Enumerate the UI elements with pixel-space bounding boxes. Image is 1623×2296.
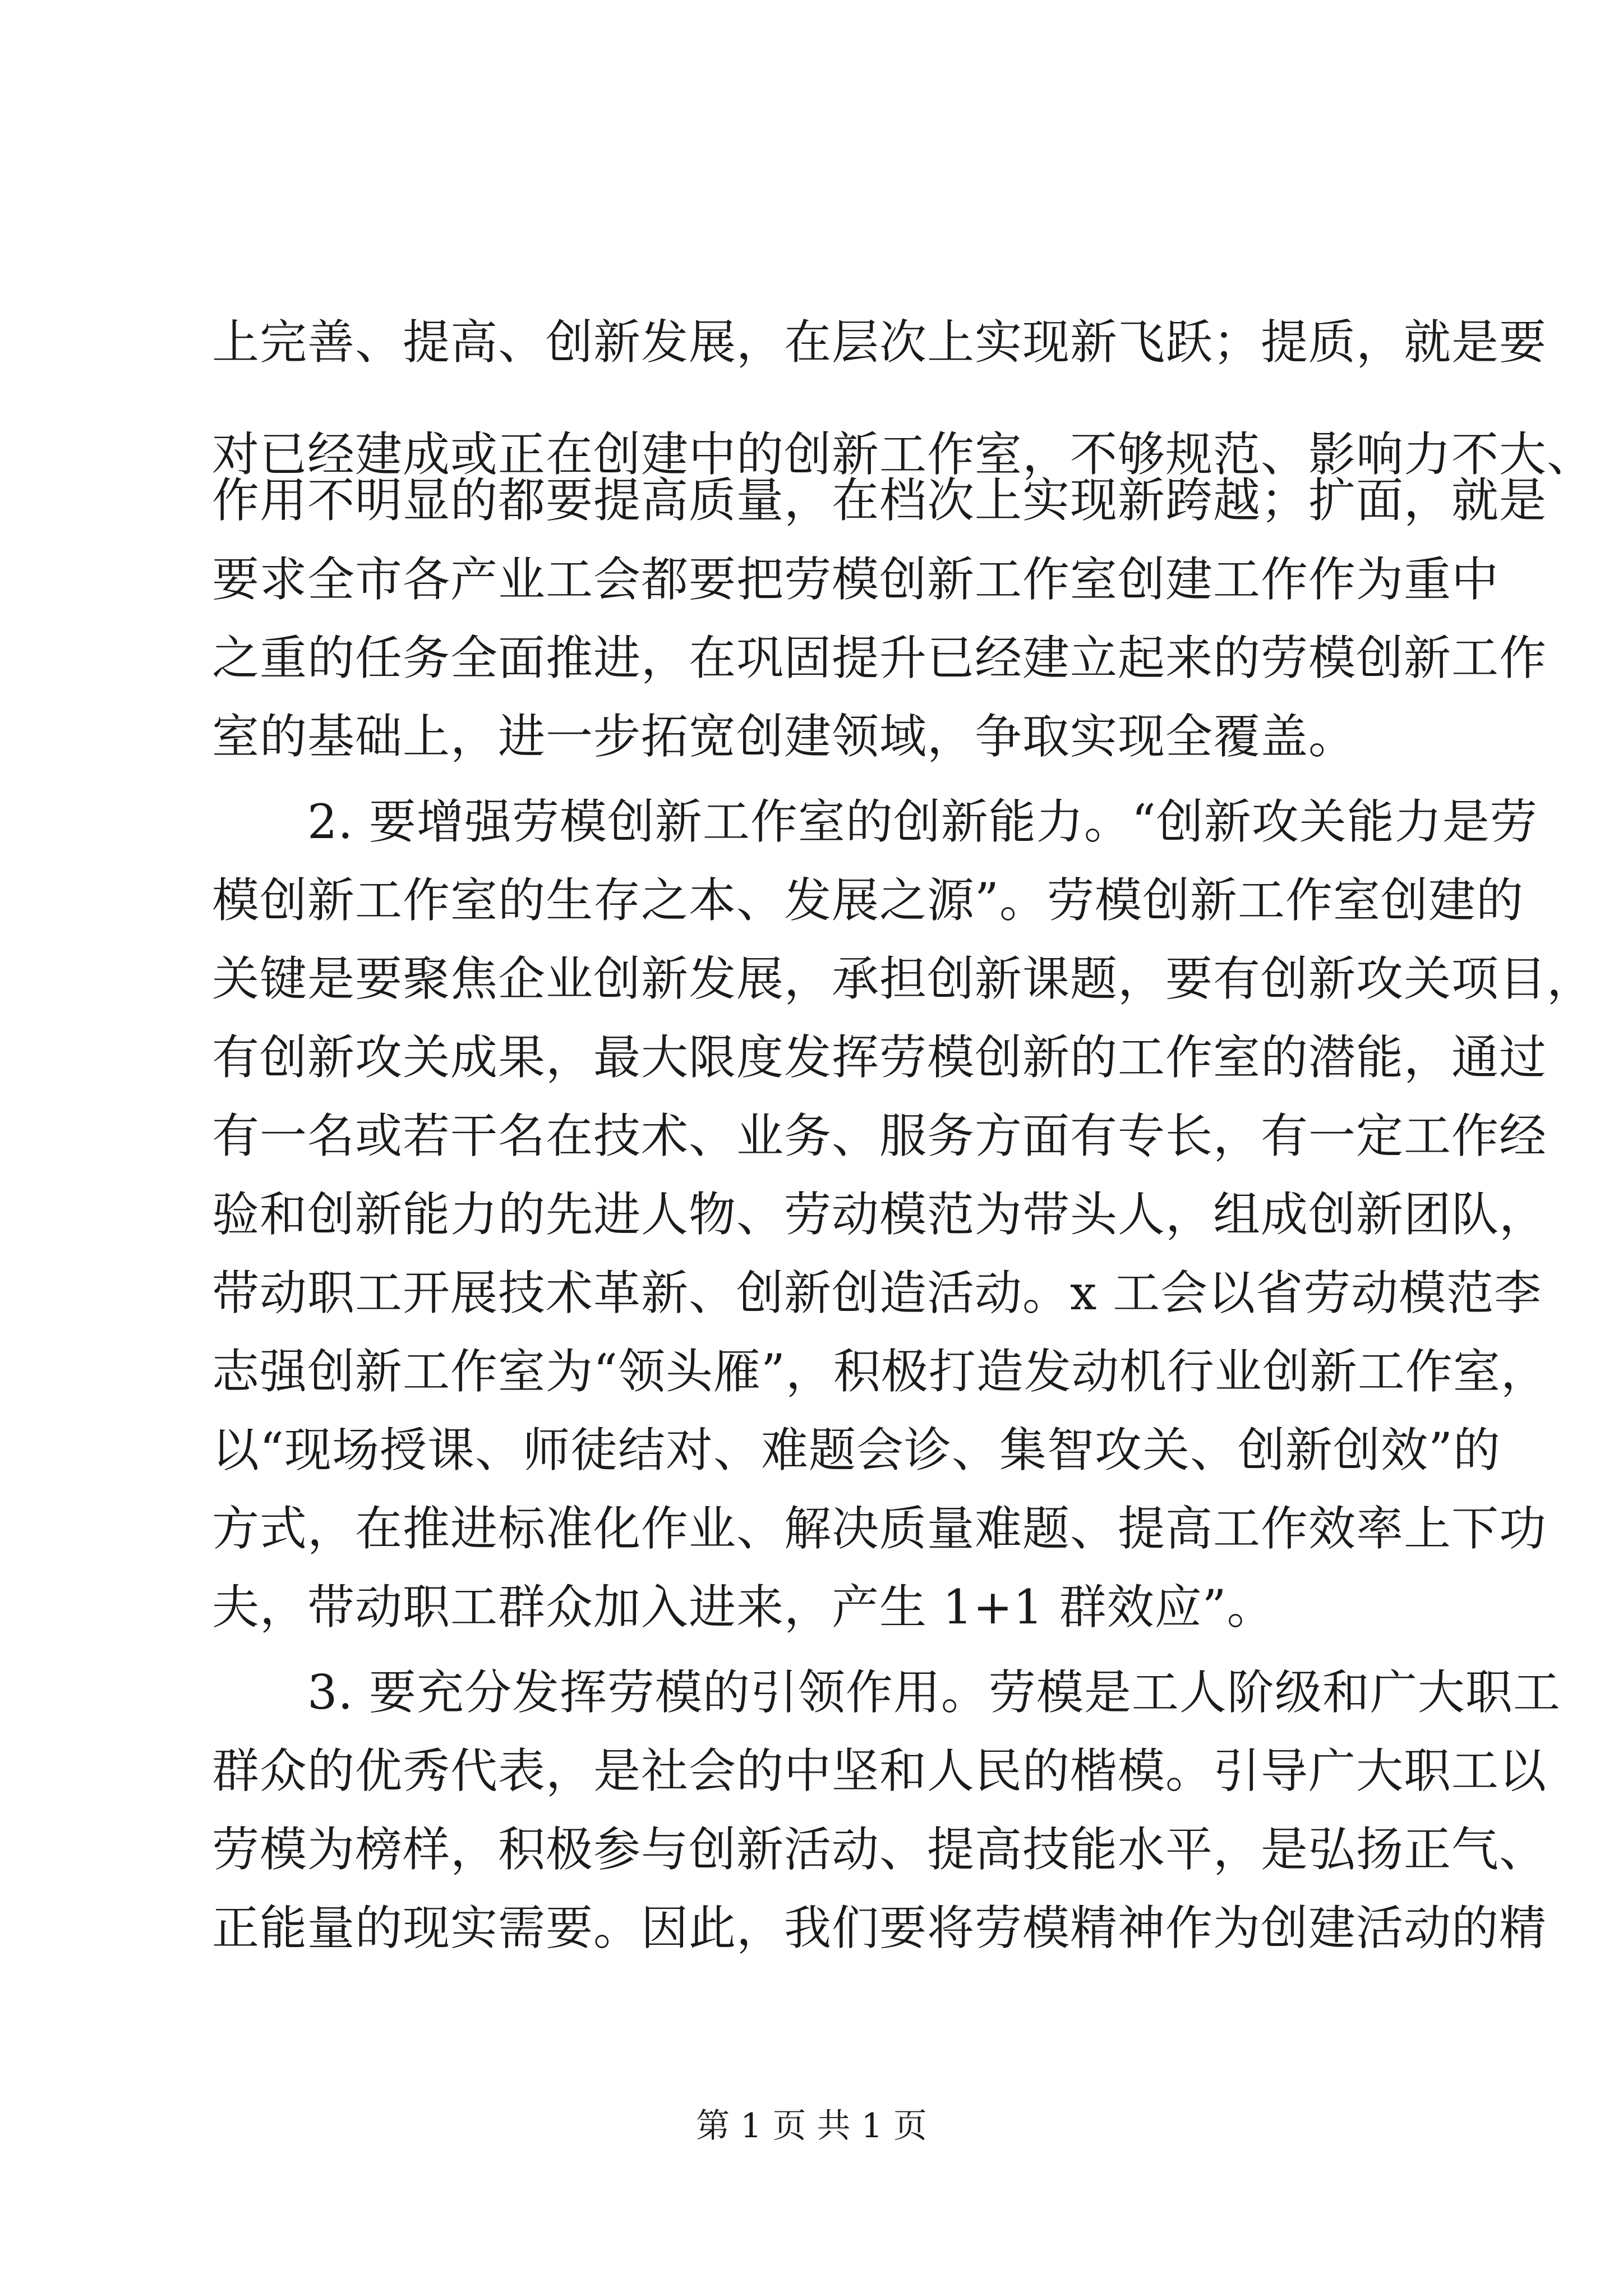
- body-line: 室的基础上，进一步拓宽创建领域，争取实现全覆盖。: [212, 709, 1357, 764]
- page-number-footer: 第 1 页 共 1 页: [696, 2106, 927, 2146]
- body-line: 方式，在推进标准化作业、解决质量难题、提高工作效率上下功: [212, 1501, 1547, 1556]
- body-line: 以“现场授课、师徒结对、难题会诊、集智攻关、创新创效”的: [212, 1423, 1501, 1478]
- body-line: 志强创新工作室为“领头雁”，积极打造发动机行业创新工作室，: [212, 1344, 1548, 1399]
- body-line: 有一名或若干名在技术、业务、服务方面有专长，有一定工作经: [212, 1108, 1547, 1163]
- body-line: 带动职工开展技术革新、创新创造活动。x 工会以省劳动模范李: [212, 1266, 1542, 1320]
- body-line: 要求全市各产业工会都要把劳模创新工作室创建工作作为重中: [212, 552, 1500, 607]
- paragraph-2-first-line: 2. 要增强劳模创新工作室的创新能力。“创新攻关能力是劳: [307, 794, 1538, 849]
- body-line: 对已经建成或正在创建中的创新工作室，不够规范、影响力不大、: [212, 427, 1595, 482]
- body-line: 群众的优秀代表，是社会的中坚和人民的楷模。引导广大职工以: [212, 1743, 1547, 1798]
- body-line: 有创新攻关成果，最大限度发挥劳模创新的工作室的潜能，通过: [212, 1030, 1547, 1085]
- body-line: 作用不明显的都要提高质量，在档次上实现新跨越；扩面，就是: [212, 473, 1547, 528]
- body-line: 上完善、提高、创新发展，在层次上实现新飞跃；提质，就是要: [212, 315, 1547, 370]
- body-line: 正能量的现实需要。因此，我们要将劳模精神作为创建活动的精: [212, 1901, 1547, 1955]
- paragraph-3-first-line: 3. 要充分发挥劳模的引领作用。劳模是工人阶级和广大职工: [307, 1665, 1561, 1720]
- body-line: 模创新工作室的生存之本、发展之源”。劳模创新工作室创建的: [212, 873, 1524, 928]
- body-line: 夫，带动职工群众加入进来，产生 1+1 群效应”。: [212, 1580, 1275, 1635]
- body-line: 之重的任务全面推进，在巩固提升已经建立起来的劳模创新工作: [212, 631, 1547, 685]
- body-line: 关键是要聚焦企业创新发展，承担创新课题，要有创新攻关项目，: [212, 951, 1595, 1006]
- body-line: 验和创新能力的先进人物、劳动模范为带头人，组成创新团队，: [212, 1187, 1547, 1242]
- body-line: 劳模为榜样，积极参与创新活动、提高技能水平，是弘扬正气、: [212, 1822, 1547, 1877]
